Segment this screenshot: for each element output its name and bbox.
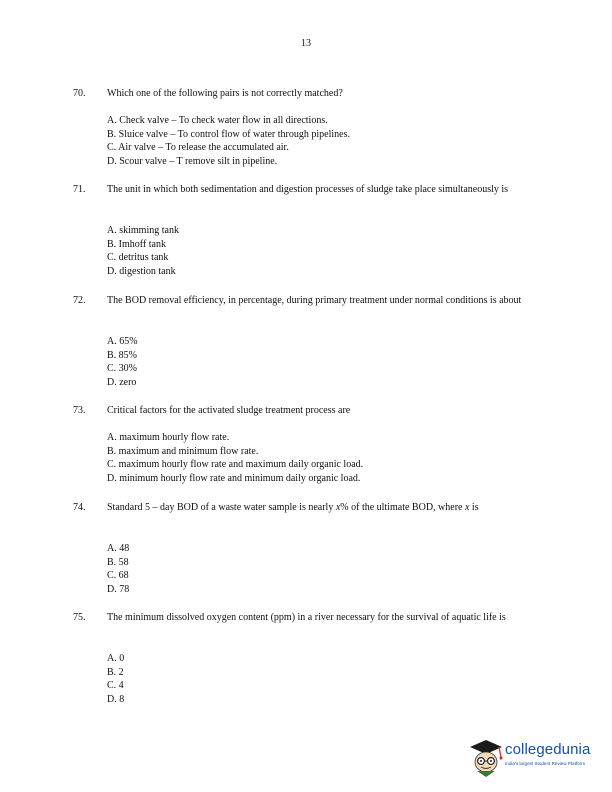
option-a: A. skimming tank — [107, 225, 179, 236]
question-text — [107, 502, 541, 514]
option-a: A. Check valve – To check water flow in all directions. — [107, 115, 328, 126]
option-d: D. Scour valve – T remove silt in pipeline. — [107, 155, 278, 167]
option-c: C. 68 — [107, 570, 129, 582]
option-a: A. 0 — [107, 653, 125, 664]
options-list — [107, 335, 138, 389]
options-list — [107, 224, 179, 278]
variable-x: x — [335, 502, 341, 513]
option-b: B. maximum and minimum flow rate. — [107, 445, 259, 457]
question-text: The unit in which both sedimentation and digestion processes of sludge take place simultaneously is — [107, 184, 509, 195]
option-c: C. Air valve – To release the accumulated air. — [107, 142, 289, 154]
option-c: C. 4 — [107, 680, 124, 692]
question-number: 71. — [73, 184, 86, 195]
option-c: C. detritus tank — [107, 252, 169, 264]
question-number: 75. — [73, 612, 86, 623]
options-list — [107, 114, 350, 168]
page-number: 13 — [301, 38, 311, 49]
question-text: Critical factors for the activated sludge treatment process are — [107, 405, 351, 416]
logo-tagline: India's largest Student Review Platform — [505, 761, 586, 766]
option-b: B. 2 — [107, 666, 124, 678]
question-number: 72. — [73, 295, 86, 306]
collegedunia-logo — [466, 735, 606, 779]
option-c: C. 30% — [107, 363, 137, 375]
question-text: Which one of the following pairs is not correctly matched? — [107, 88, 343, 99]
option-a: A. maximum hourly flow rate. — [107, 432, 230, 443]
question-text-part: % of the ultimate BOD, where — [340, 502, 465, 513]
graduate-mascot-icon — [466, 735, 506, 779]
option-b: B. 58 — [107, 556, 129, 568]
option-d: D. 8 — [107, 693, 125, 705]
question-text-part: Standard 5 – day BOD of a waste water sample is nearly — [107, 502, 336, 513]
option-a: A. 65% — [107, 336, 138, 347]
question-text-part: is — [469, 502, 479, 513]
option-d: D. zero — [107, 376, 137, 388]
option-d: D. digestion tank — [107, 265, 176, 277]
option-b: B. Imhoff tank — [107, 238, 166, 250]
options-list — [107, 431, 363, 485]
question-text: The minimum dissolved oxygen content (ppm) in a river necessary for the survival of aquatic life is — [107, 612, 506, 623]
option-b: B. 85% — [107, 349, 137, 361]
question-number: 73. — [73, 405, 86, 416]
options-list — [107, 652, 124, 706]
option-d: D. minimum hourly flow rate and minimum daily organic load. — [107, 472, 361, 484]
variable-x: x — [464, 502, 470, 513]
option-b: B. Sluice valve – To control flow of water through pipelines. — [107, 128, 350, 140]
option-c: C. maximum hourly flow rate and maximum daily organic load. — [107, 459, 364, 471]
question-number: 74. — [73, 502, 86, 513]
question-text: The BOD removal efficiency, in percentage, during primary treatment under normal conditions is about — [107, 295, 522, 306]
logo-wordmark: collegedunia — [505, 741, 591, 758]
options-list — [107, 542, 129, 596]
option-a: A. 48 — [107, 543, 130, 554]
question-number: 70. — [73, 88, 86, 99]
option-d: D. 78 — [107, 583, 130, 595]
